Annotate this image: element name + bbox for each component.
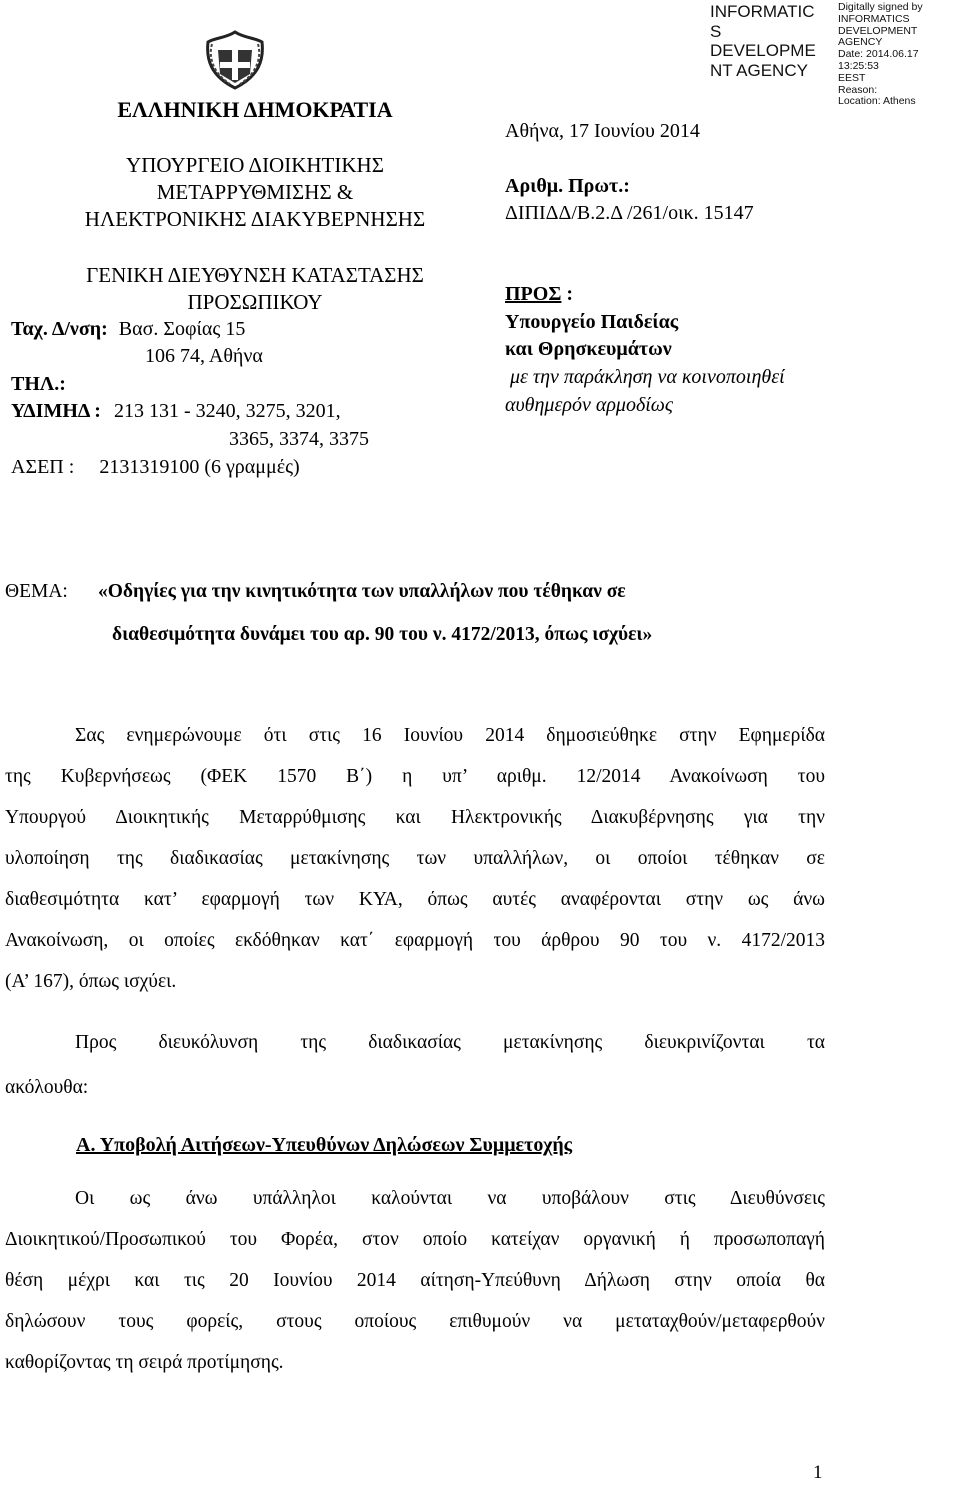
paragraph-line: Προς διευκόλυνση της διαδικασίας μετακίνησης διευκρινίζονται τα bbox=[75, 1032, 825, 1053]
paragraph-line: θέση μέχρι και τις 20 Ιουνίου 2014 αίτηση-Υπεύθυνη Δήλωση στην οποία θα bbox=[5, 1270, 825, 1291]
postal-label: Ταχ. Δ/νση: bbox=[11, 318, 108, 340]
sig-line: INFORMATIC bbox=[710, 2, 815, 21]
sig-detail: Location: Athens bbox=[838, 95, 916, 108]
paragraph-submission bbox=[5, 1178, 825, 1383]
protocol-number: ΔΙΠΙΔΔ/Β.2.Δ /261/οικ. 15147 bbox=[505, 202, 754, 224]
signature-stamp-large bbox=[710, 2, 816, 80]
signature-stamp-details bbox=[838, 2, 960, 108]
asep-label: ΑΣΕΠ : bbox=[11, 456, 75, 478]
to-label: ΠΡΟΣ bbox=[505, 283, 562, 305]
ministry-line-1: ΥΠΟΥΡΓΕΙΟ ΔΙΟΙΚΗΤΙΚΗΣ bbox=[126, 153, 384, 177]
asep-value: 2131319100 (6 γραμμές) bbox=[99, 456, 300, 478]
paragraph-line: δηλώσουν τους φορείς, στους οποίους επιθυμούν να μεταταχθούν/μεταφερθούν bbox=[5, 1311, 825, 1332]
phone-label: ΤΗΛ.: bbox=[11, 373, 66, 395]
ministry-line-2: ΜΕΤΑΡΡΥΘΜΙΣΗΣ & bbox=[156, 180, 354, 204]
ydimid-value-2: 3365, 3374, 3375 bbox=[229, 428, 369, 450]
ministry-name bbox=[40, 152, 470, 233]
paragraph-line: ακόλουθα: bbox=[5, 1077, 89, 1098]
subject-line-2: διαθεσιμότητα δυνάμει του αρ. 90 του ν. 4172/2013, όπως ισχύει» bbox=[112, 624, 653, 645]
paragraph-line: Οι ως άνω υπάλληλοι καλούνται να υποβάλουν στις Διευθύνσεις bbox=[75, 1188, 825, 1209]
sig-line: S bbox=[710, 21, 722, 41]
paragraph-announcement bbox=[5, 715, 825, 1002]
page-number: 1 bbox=[813, 1462, 823, 1483]
directorate-name bbox=[40, 262, 470, 316]
document-date: Αθήνα, 17 Ιουνίου 2014 bbox=[505, 120, 700, 142]
directorate-line-2: ΠΡΟΣΩΠΙΚΟΥ bbox=[187, 290, 323, 314]
ministry-line-3: ΗΛΕΚΤΡΟΝΙΚΗΣ ΔΙΑΚΥΒΕΡΝΗΣΗΣ bbox=[84, 207, 426, 231]
sig-detail: Date: 2014.06.17 13:25:53 bbox=[838, 48, 919, 72]
paragraph-line: υλοποίηση της διαδικασίας μετακίνησης των υπαλλήλων, οι οποίοι τέθηκαν σε bbox=[5, 848, 825, 869]
paragraph-line: Ανακοίνωση, οι οποίες εκδόθηκαν κατ΄ εφαρμογή του άρθρου 90 του ν. 4172/2013 bbox=[5, 930, 825, 951]
paragraph-line: διαθεσιμότητα κατ’ εφαρμογή των ΚΥΑ, όπως αυτές αναφέρονται στην ως άνω bbox=[5, 889, 825, 910]
postal-city: 106 74, Αθήνα bbox=[145, 345, 263, 367]
subject-label: ΘΕΜΑ: bbox=[5, 581, 68, 602]
ydimid-label: ΥΔΙΜΗΔ : bbox=[11, 400, 101, 422]
recipient-line-1: Υπουργείο Παιδείας bbox=[505, 311, 679, 333]
section-a-heading: Α. Υποβολή Αιτήσεων-Υπευθύνων Δηλώσεων Συμμετοχής bbox=[76, 1134, 573, 1156]
sig-detail: Digitally signed by bbox=[838, 1, 923, 13]
country-name: ΕΛΛΗΝΙΚΗ ΔΗΜΟΚΡΑΤΙΑ bbox=[117, 97, 393, 122]
paragraph-line: (Α’ 167), όπως ισχύει. bbox=[5, 971, 177, 992]
postal-value: Βασ. Σοφίας 15 bbox=[118, 318, 246, 340]
paragraph-line: Σας ενημερώνουμε ότι στις 16 Ιουνίου 2014 δημοσιεύθηκε στην Εφημερίδα bbox=[75, 725, 825, 746]
sig-detail: EEST bbox=[838, 71, 866, 84]
sig-detail: Reason: bbox=[838, 83, 878, 96]
directorate-line-1: ΓΕΝΙΚΗ ΔΙΕΥΘΥΝΣΗ ΚΑΤΑΣΤΑΣΗΣ bbox=[86, 263, 424, 287]
subject-line-1: «Οδηγίες για την κινητικότητα των υπαλλήλων που τέθηκαν σε bbox=[98, 581, 626, 602]
sig-line: NT AGENCY bbox=[710, 60, 808, 80]
paragraph-clarifications bbox=[5, 1022, 825, 1108]
paragraph-line: Διοικητικού/Προσωπικού του Φορέα, στον οποίο κατείχαν οργανική ή προσωποπαγή bbox=[5, 1229, 825, 1250]
sig-detail: INFORMATICS bbox=[838, 12, 910, 25]
paragraph-line: Υπουργού Διοικητικής Μεταρρύθμισης και Ηλεκτρονικής Διακυβέρνησης για την bbox=[5, 807, 825, 828]
sig-detail: DEVELOPMENT AGENCY bbox=[838, 24, 918, 49]
ydimid-value: 213 131 - 3240, 3275, 3201, bbox=[113, 400, 341, 422]
recipient-note-2: αυθημερόν αρμοδίως bbox=[505, 394, 674, 416]
recipient-label bbox=[505, 281, 573, 308]
sig-line: DEVELOPME bbox=[710, 41, 816, 60]
to-colon: : bbox=[561, 283, 574, 305]
paragraph-line: καθορίζοντας τη σειρά προτίμησης. bbox=[5, 1352, 284, 1373]
postal-address bbox=[11, 316, 245, 343]
ydimid-phones bbox=[11, 398, 341, 425]
greek-emblem-icon bbox=[204, 30, 266, 92]
recipient-note-1: με την παράκληση να κοινοποιηθεί bbox=[505, 366, 785, 388]
recipient-line-2: και Θρησκευμάτων bbox=[505, 338, 672, 360]
protocol-label: Αριθμ. Πρωτ.: bbox=[505, 175, 630, 197]
asep-phone bbox=[11, 454, 300, 481]
paragraph-line: της Κυβερνήσεως (ΦΕΚ 1570 Β΄) η υπ’ αριθμ. 12/2014 Ανακοίνωση του bbox=[5, 766, 825, 787]
